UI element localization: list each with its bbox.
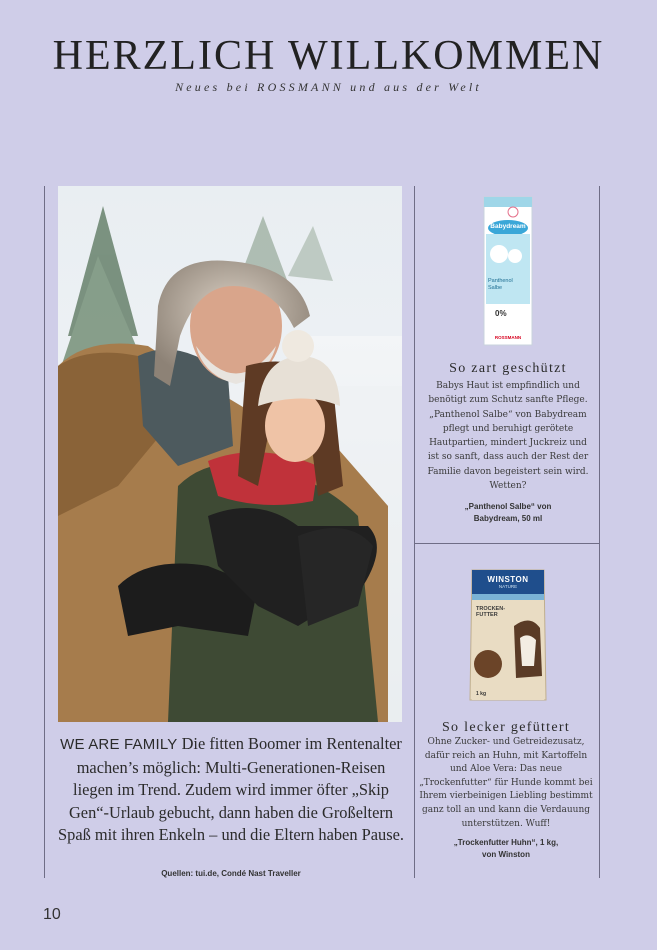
- product-babydream-credit-line2: Babydream, 50 ml: [473, 514, 543, 524]
- product-winston-credit-line2: von Winston: [482, 850, 530, 860]
- product-winston-credit: [418, 837, 594, 861]
- product-image-winston: [468, 566, 548, 702]
- product-babydream-headline: So zart geschützt: [449, 361, 567, 376]
- right-column-rule: [599, 186, 600, 878]
- masthead: [0, 34, 657, 95]
- winston-weight: 1 kg: [476, 691, 487, 697]
- product-babydream-text: Babys Haut ist empfindlich und benötigt zum Schutz sanfte Pflege. „Panthenol Salbe“ von Babydream pflegt und beruhigt gerötete Hautpartien, mindert Juckreiz und ist so sanft, dass auch der Rest der Familie davon begeistert sein wird. Wetten?: [427, 381, 589, 492]
- babydream-badge: 0%: [495, 309, 507, 318]
- babydream-name: Salbe: [488, 285, 503, 291]
- feature-photo: [58, 186, 402, 722]
- winston-brand: WINSTON: [487, 575, 529, 584]
- product-babydream-credit-line1: „Panthenol Salbe“ von: [464, 502, 552, 512]
- product-winston: [418, 720, 594, 861]
- babydream-line: Panthenol: [488, 278, 513, 284]
- product-winston-credit-line1: „Trockenfutter Huhn“, 1 kg,: [453, 838, 559, 848]
- page-title: HERZLICH WILLKOMMEN: [52, 33, 605, 79]
- feature-sources: Quellen: tui.de, Condé Nast Traveller: [161, 869, 301, 878]
- product-divider: [414, 543, 600, 544]
- product-babydream: [424, 361, 592, 525]
- winston-name: TROCKEN-FUTTER: [476, 606, 506, 618]
- babydream-retailer: ROSSMANN: [494, 335, 522, 340]
- babydream-brand: Babydream: [490, 223, 526, 230]
- left-column-rule: [44, 186, 45, 878]
- product-winston-headline: So lecker gefüttert: [441, 720, 571, 735]
- center-column-rule: [414, 186, 415, 878]
- product-image-babydream: [483, 196, 533, 346]
- feature-caption: [56, 733, 406, 847]
- page-subtitle: Neues bei ROSSMANN und aus der Welt: [175, 80, 482, 94]
- winston-sub: NATURE: [498, 584, 518, 589]
- product-babydream-credit: [424, 501, 592, 525]
- feature-text: Die fitten Boomer im Rentenalter machen’s möglich: Multi-Generationen-Reisen liegen im Trend. Zudem wird immer öfter „Skip Gen“-Urlaub gebucht, dann haben die Großeltern Spaß mit ihren Enkeln – und die Eltern haben Pause.: [58, 734, 404, 844]
- product-winston-text: Ohne Zucker- und Getreidezusatz, dafür reich an Huhn, mit Kartoffeln und Aloe Vera: Das neue „Trockenfutter“ für Hunde kommt bei Ihrem vierbeinigen Liebling bestimmt ganz toll an und kann die Verdauung unterstützen. Wuff!: [419, 737, 593, 829]
- feature-kicker: WE ARE FAMILY: [60, 736, 178, 753]
- page-number: 10: [43, 906, 61, 923]
